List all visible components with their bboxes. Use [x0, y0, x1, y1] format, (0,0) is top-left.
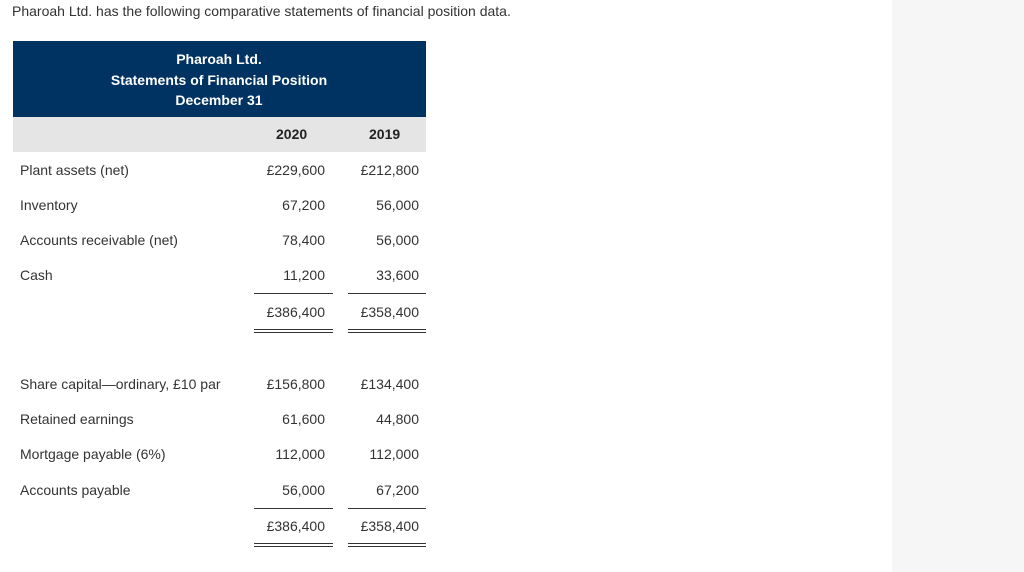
- row-value-2019: 67,200: [376, 482, 419, 498]
- row-value-2020: 61,600: [282, 411, 325, 427]
- equity-liabilities-total-2020: £386,400: [266, 518, 325, 534]
- total-double-rule: [348, 332, 426, 333]
- side-panel: [892, 0, 1024, 572]
- table-row: [13, 197, 426, 217]
- subtotal-rule: [348, 293, 426, 294]
- row-value-2020: £229,600: [266, 162, 325, 178]
- row-label: Retained earnings: [20, 411, 134, 427]
- row-label: Share capital—ordinary, £10 par: [20, 376, 221, 392]
- total-double-rule: [348, 329, 426, 330]
- total-double-rule: [254, 546, 333, 547]
- row-label: Accounts receivable (net): [20, 232, 178, 248]
- assets-total-2020: £386,400: [266, 304, 325, 320]
- row-value-2019: 33,600: [376, 267, 419, 283]
- subtotal-rule: [254, 293, 333, 294]
- table-row: [13, 232, 426, 252]
- statement-title: Statements of Financial Position: [110, 71, 328, 88]
- row-value-2020: £156,800: [266, 376, 325, 392]
- row-label: Mortgage payable (6%): [20, 446, 166, 462]
- row-value-2020: 56,000: [282, 482, 325, 498]
- row-value-2019: 56,000: [376, 232, 419, 248]
- row-label: Plant assets (net): [20, 162, 129, 178]
- statement-date: December 31: [175, 92, 263, 108]
- column-header-2019: 2019: [369, 126, 401, 142]
- row-value-2019: 44,800: [376, 411, 419, 427]
- row-label: Accounts payable: [20, 482, 131, 498]
- row-label: Inventory: [20, 197, 78, 213]
- column-header-2020: 2020: [276, 126, 308, 142]
- row-value-2020: 11,200: [283, 267, 325, 283]
- table-row: [13, 482, 426, 502]
- financial-statement-table: [13, 41, 426, 534]
- row-label: Cash: [20, 267, 53, 283]
- equity-liabilities-total-2019: £358,400: [360, 518, 419, 534]
- subtotal-rule: [254, 508, 333, 509]
- row-value-2020: 67,200: [282, 197, 325, 213]
- row-value-2019: 112,000: [369, 446, 419, 462]
- column-header-row: [13, 117, 426, 152]
- statement-header: [13, 41, 426, 117]
- table-row: [13, 162, 426, 182]
- row-value-2019: £212,800: [360, 162, 419, 178]
- total-double-rule: [254, 329, 333, 330]
- row-value-2020: 112,000: [275, 446, 325, 462]
- total-double-rule: [348, 543, 426, 544]
- total-row: [13, 304, 426, 324]
- total-row: [13, 518, 426, 538]
- table-row: [13, 267, 426, 287]
- table-row: [13, 376, 426, 396]
- row-value-2019: £134,400: [360, 376, 419, 392]
- total-double-rule: [348, 546, 426, 547]
- row-value-2020: 78,400: [282, 232, 325, 248]
- row-value-2019: 56,000: [376, 197, 419, 213]
- assets-total-2019: £358,400: [360, 304, 419, 320]
- table-row: [13, 411, 426, 431]
- total-double-rule: [254, 543, 333, 544]
- table-row: [13, 446, 426, 466]
- total-double-rule: [254, 332, 333, 333]
- intro-text: Pharoah Ltd. has the following comparative statements of financial position data.: [12, 3, 511, 19]
- subtotal-rule: [348, 508, 426, 509]
- company-name: Pharoah Ltd.: [176, 51, 262, 67]
